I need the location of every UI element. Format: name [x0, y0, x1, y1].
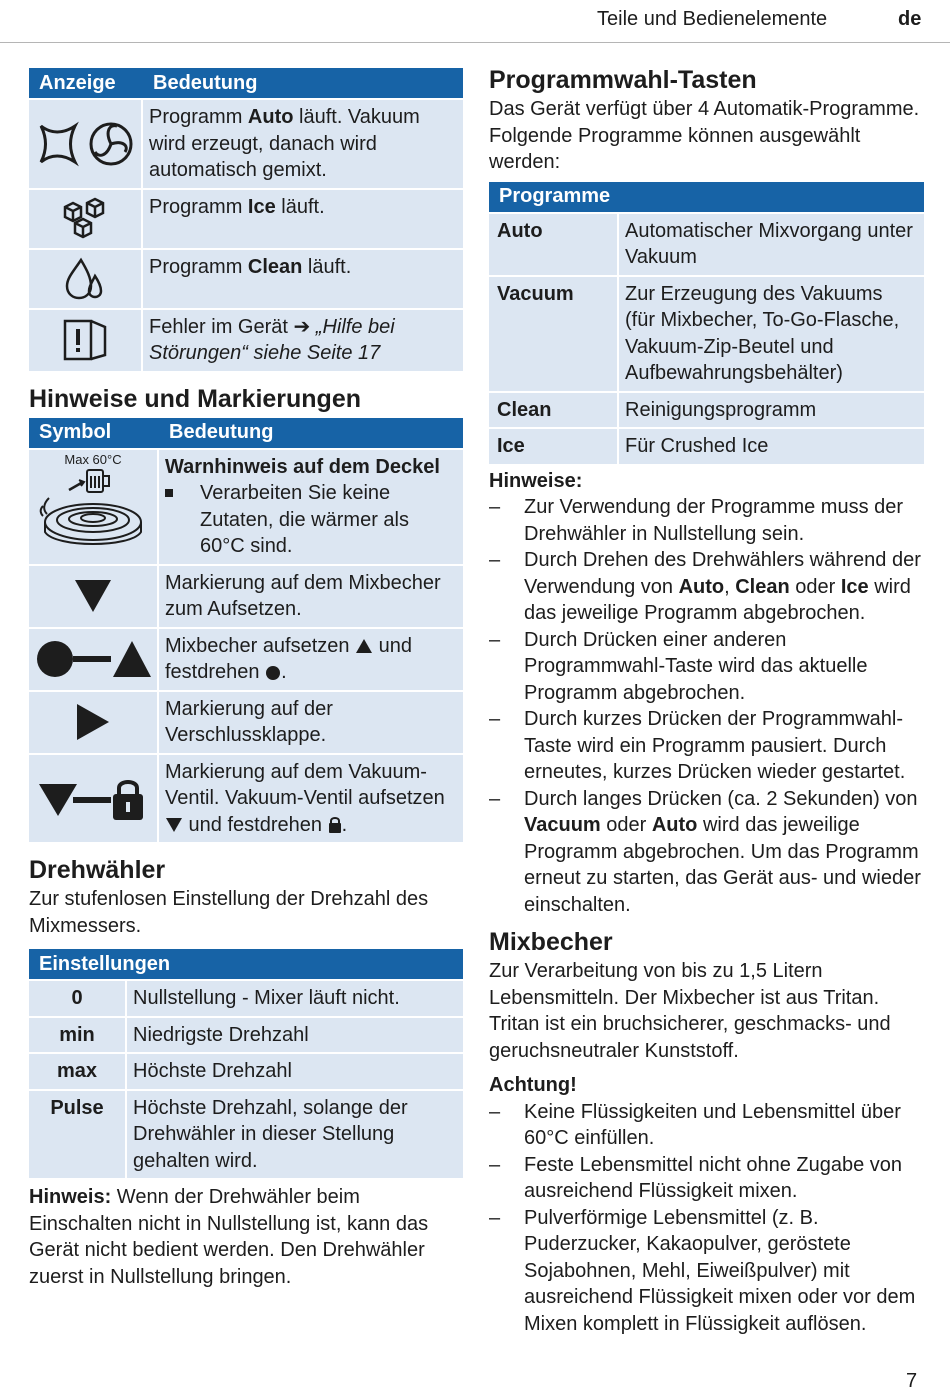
table-row: [489, 214, 924, 275]
setting-key: min: [29, 1018, 127, 1053]
lock-icon: [328, 816, 342, 834]
hot-lid-warning-icon: [39, 468, 147, 554]
row-text: .: [281, 661, 287, 683]
table-row: [29, 250, 463, 308]
triangle-up-icon: [355, 638, 373, 654]
bullet-square-icon: [165, 489, 173, 497]
triangle-right-icon: [75, 702, 111, 742]
program-key: Clean: [489, 393, 619, 428]
table-row: [489, 277, 924, 391]
max-temperature-label: Max 60°C: [64, 451, 122, 467]
programs-table: [489, 180, 924, 466]
page-header: [0, 6, 950, 32]
programs-intro: Das Gerät verfügt über 4 Automatik-Programme. Folgende Programme können ausgewählt werden:: [489, 98, 920, 173]
programs-header: Programme: [489, 182, 924, 212]
table-row: [29, 100, 463, 188]
triangle-down-small-icon: [165, 817, 183, 833]
warnings-list: [489, 1099, 924, 1338]
note-text: Wenn der Drehwähler beim Einschalten nicht in Nullstellung ist, kann das Gerät nicht bedient werden. Den Drehwähler zuerst in Nullstellung bringen.: [29, 1186, 429, 1288]
table-row: [29, 981, 463, 1016]
setting-value: Höchste Drehzahl, solange der Drehwähler in dieser Stellung gehalten wird.: [127, 1091, 463, 1179]
display-table-header-meaning: Bedeutung: [143, 68, 463, 98]
knob-title: Drehwähler: [29, 856, 166, 884]
row-text: läuft. Vakuum wird erzeugt, danach wird automatisch gemixt.: [149, 106, 420, 181]
error-device-icon: [61, 317, 109, 363]
list-item: – Durch Drehen des Drehwählers während der Verwendung von Auto, Clean oder Ice wird das jeweilige Programm abgebrochen.: [489, 549, 921, 624]
cross-reference: „Hilfe bei Störungen“ siehe Seite 17: [149, 315, 395, 364]
row-text: Programm: [149, 255, 248, 278]
auto-program-icon: [35, 118, 135, 170]
table-row: [29, 1054, 463, 1089]
row-text: Fehler im Gerät: [149, 315, 294, 338]
program-key: Vacuum: [489, 277, 619, 391]
row-text: läuft.: [302, 255, 352, 278]
row-text: Programm: [149, 106, 248, 128]
program-description: Zur Erzeugung des Vakuums (für Mixbecher, To-Go-Flasche, Vakuum-Zip-Beutel und Aufbewahrungsbehälter): [619, 277, 924, 391]
arrow-right-icon: ➔: [293, 315, 311, 338]
program-key: Auto: [489, 214, 619, 275]
list-item: – Pulverförmige Lebensmittel (z. B. Puderzucker, Kakaopulver, geröstete Sojabohnen, Mehl, Eiweißpulver) mit ausreichend Flüssigkeit mixen oder vor dem Mixen komplett in Flüssigkeit auflösen.: [489, 1206, 916, 1335]
page-number: 7: [906, 1370, 918, 1392]
notes-list: [489, 494, 924, 918]
table-row: [29, 310, 463, 371]
circle-icon: [265, 665, 281, 681]
table-row: [29, 1018, 463, 1053]
table-row: [29, 190, 463, 248]
knob-intro: Zur stufenlosen Einstellung der Drehzahl des Mixmessers.: [29, 888, 429, 937]
programs-title: Programmwahl-Tasten: [489, 66, 757, 94]
list-item: – Feste Lebensmittel nicht ohne Zugabe von ausreichend Flüssigkeit mixen.: [489, 1153, 903, 1202]
bullet-item: [165, 480, 457, 560]
section-title: Teile und Bedienelemente: [597, 8, 828, 30]
program-description: Reinigungsprogramm: [619, 393, 924, 428]
jar-text: Zur Verarbeitung von bis zu 1,5 Litern Lebensmitteln. Der Mixbecher ist aus Tritan. Tritan ist ein bruchsicherer, geschmacks- und geruchsneutraler Kunststoff.: [489, 960, 891, 1062]
list-item: – Keine Flüssigkeiten und Lebensmittel über 60°C einfüllen.: [489, 1100, 901, 1149]
row-text: Programm: [149, 195, 248, 218]
row-text: .: [341, 813, 348, 836]
table-row: [29, 692, 463, 753]
list-item: – Durch kurzes Drücken der Programmwahl-Taste wird ein Programm pausiert. Durch erneutes, kurzes Drücken wieder gestartet.: [489, 708, 906, 783]
program-name: Auto: [247, 106, 294, 128]
program-name: Ice: [247, 195, 276, 218]
language-code: de: [898, 8, 922, 30]
program-name: Clean: [247, 255, 303, 278]
setting-value: Höchste Drehzahl: [127, 1054, 463, 1089]
table-row: [29, 629, 463, 690]
row-text: Markierung auf dem Vakuum-Ventil. Vakuum-Ventil aufsetzen: [165, 760, 445, 809]
knob-note: [29, 1184, 463, 1290]
program-key: Ice: [489, 429, 619, 464]
row-text: Markierung auf dem Mixbecher zum Aufsetzen.: [159, 566, 463, 627]
display-table-header-symbol: Anzeige: [29, 68, 143, 98]
row-text: und festdrehen: [165, 634, 413, 683]
warning-title: Achtung!: [489, 1074, 577, 1096]
row-text: Markierung auf der Verschlussklappe.: [159, 692, 463, 753]
knob-settings-table: [29, 947, 463, 1180]
ice-cubes-icon: [61, 197, 109, 241]
table-row: [29, 566, 463, 627]
program-description: Automatischer Mixvorgang unter Vakuum: [619, 214, 924, 275]
jar-title: Mixbecher: [489, 928, 613, 956]
list-item: – Durch Drücken einer anderen Programmwahl-Taste wird das aktuelle Programm abgebrochen.: [489, 628, 868, 704]
setting-value: Nullstellung - Mixer läuft nicht.: [127, 981, 463, 1016]
table-row: [489, 429, 924, 464]
setting-value: Niedrigste Drehzahl: [127, 1018, 463, 1053]
triangle-down-icon: [73, 578, 113, 614]
list-item: – Durch langes Drücken (ca. 2 Sekunden) von Vacuum oder Auto wird das jeweilige Programm abgebrochen. Um das Programm erneut zu starten, das Gerät aus- und wieder einschalten.: [489, 787, 921, 916]
note-label: Hinweis:: [29, 1186, 112, 1208]
bullet-text: Verarbeiten Sie keine Zutaten, die wärmer als 60°C sind.: [200, 482, 409, 557]
markings-header-symbol: Symbol: [29, 418, 159, 448]
markings-header-meaning: Bedeutung: [159, 418, 463, 448]
table-row: [29, 755, 463, 843]
knob-settings-header: Einstellungen: [29, 949, 463, 979]
right-column: [489, 64, 924, 1337]
table-row: [29, 1091, 463, 1179]
circle-line-triangle-icon: [35, 639, 151, 679]
display-table: [29, 66, 463, 373]
program-description: Für Crushed Ice: [619, 429, 924, 464]
setting-key: 0: [29, 981, 127, 1016]
markings-title: Hinweise und Markierungen: [29, 384, 362, 413]
list-item: – Zur Verwendung der Programme muss der Drehwähler in Nullstellung sein.: [489, 496, 904, 545]
table-row: [489, 393, 924, 428]
row-text: läuft.: [275, 195, 325, 218]
header-divider: [0, 42, 950, 43]
lid-warning-title: Warnhinweis auf dem Deckel: [165, 455, 440, 478]
notes-title: Hinweise:: [489, 469, 583, 492]
row-text: und festdrehen: [183, 813, 328, 836]
triangle-line-lock-icon: [37, 774, 149, 822]
left-column: [29, 68, 463, 1290]
row-text: Mixbecher aufsetzen: [165, 634, 356, 657]
setting-key: Pulse: [29, 1091, 127, 1179]
setting-key: max: [29, 1054, 127, 1089]
water-drops-icon: [63, 256, 107, 302]
markings-table: [29, 416, 463, 845]
table-row: [29, 450, 463, 564]
